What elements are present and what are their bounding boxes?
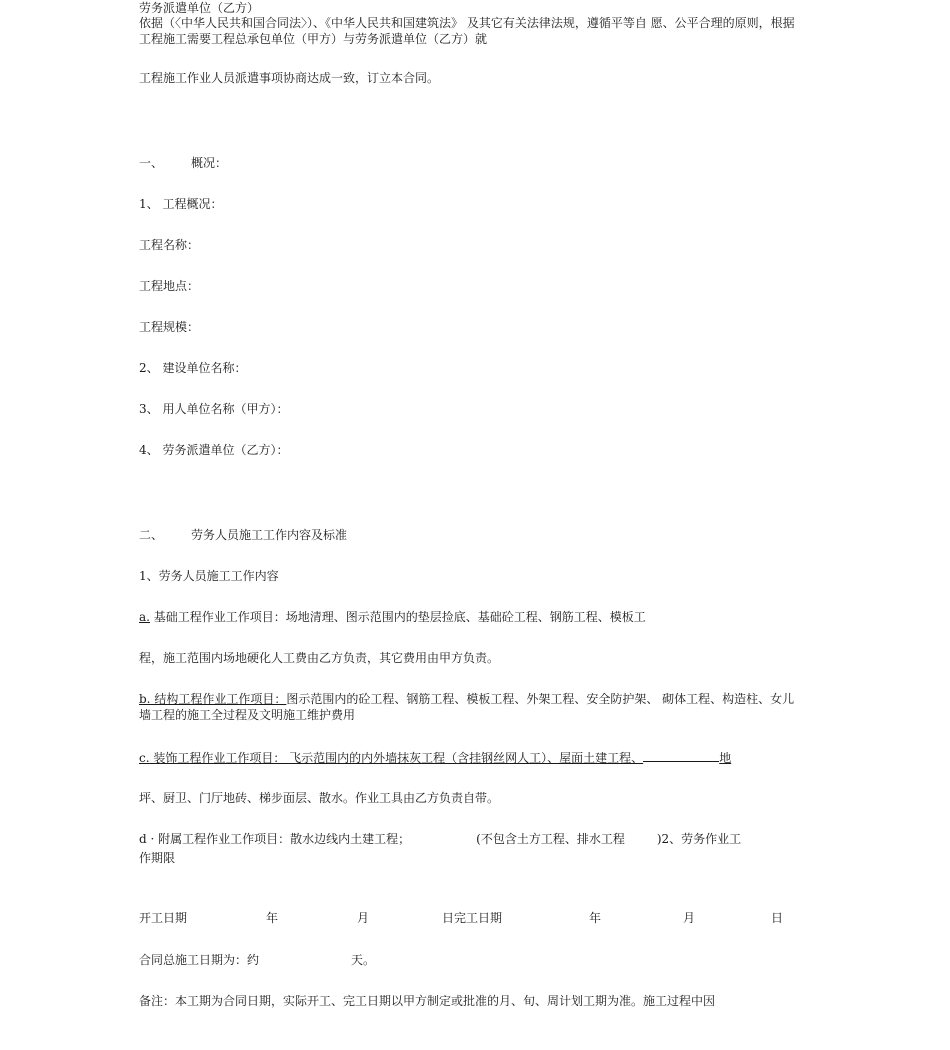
start-year-label: 年 [266, 911, 279, 925]
item-c-blank [643, 749, 719, 762]
project-scale-label: 工程规模： [139, 320, 200, 334]
start-date-label: 开工日期 [139, 911, 188, 925]
start-month-label: 月 [357, 911, 370, 925]
project-name-label: 工程名称： [139, 238, 200, 252]
finish-year-label: 年 [589, 911, 602, 925]
intro-paragraph: 依据（〈中华人民共和国合同法〉）、《中华人民共和国建筑法》 及其它有关法律法规，遵循平等自 愿、公平合理的原则，根据工程施工需要工程总承包单位（甲方）与劳务派遣单位（乙方）就 [139, 16, 795, 46]
intro-continuation: 工程施工作业人员派遣事项协商达成一致，订立本合同。 [139, 71, 440, 85]
finish-month-label: 月 [683, 911, 696, 925]
total-period-label: 合同总施工日期为：约 [139, 953, 260, 967]
item-2-owner-name: 2、 建设单位名称： [139, 361, 247, 375]
item-3-employer-name: 3、 用人单位名称（甲方）： [139, 402, 289, 416]
item-c-label: c. [139, 751, 150, 765]
section-2-number: 二、 [139, 528, 164, 542]
remark-note: 备注：本工期为合同日期，实际开工、完工日期以甲方制定或批准的月、旬、周计划工期为准。施工过程中因 [139, 994, 716, 1008]
finish-date-label: 日完工日期 [442, 911, 503, 925]
item-d-auxiliary-work [139, 831, 741, 847]
header-party-b: 劳务派遣单位（乙方） [139, 1, 260, 15]
section-1-number: 一、 [139, 156, 164, 170]
item-a-foundation-work [139, 609, 646, 625]
item-d-text: d · 附属工程作业工作项目：散水边线内土建工程； [139, 832, 411, 846]
project-location-label: 工程地点： [139, 279, 200, 293]
item-c-decoration-work [139, 749, 731, 766]
item-d-exclusion: (不包含土方工程、排水工程 [476, 832, 625, 846]
subsection-1-work-content: 1、劳务人员施工工作内容 [139, 569, 279, 583]
days-label: 天。 [351, 953, 376, 967]
item-a-label: a. [139, 610, 150, 624]
item-a-continuation: 程，施工范围内场地硬化人工费由乙方负责，其它费用由甲方负责。 [139, 651, 500, 665]
item-d-continuation: 作期限 [139, 851, 176, 865]
finish-day-label: 日 [771, 911, 784, 925]
item-d-period-heading: )2、劳务作业工 [656, 832, 742, 846]
item-c-heading: 装饰工程作业工作项目： 飞示范围内的内外墙抹灰工程（含挂钢丝网人工）、屋面土建工程、 [149, 751, 644, 765]
item-c-end: 地 [719, 751, 732, 765]
section-2-title: 劳务人员施工工作内容及标准 [191, 528, 348, 542]
item-1-project-overview: 1、 工程概况： [139, 197, 223, 211]
item-4-agency-name: 4、 劳务派遣单位（乙方）： [139, 443, 289, 457]
item-b-structure-work [139, 691, 804, 723]
section-1-title: 概况： [191, 156, 228, 170]
section-1-heading [139, 155, 227, 171]
item-b-text: 图示范围内的砼工程、钢筋工程、模板工程、外架工程、安全防护架、 砌体工程、构造柱、女儿墙工程的施工全过程及文明施工维护费用 [139, 692, 795, 722]
item-c-continuation: 坪、厨卫、门厅地砖、梯步面层、散水。作业工具由乙方负责自带。 [139, 791, 500, 805]
item-b-heading: 结构工程作业工作项目： [150, 692, 287, 706]
section-2-heading [139, 527, 347, 543]
item-a-text: 基础工程作业工作项目：场地清理、图示范围内的垫层捡底、基础砼工程、钢筋工程、模板工 [149, 610, 646, 624]
item-b-label: b. [139, 692, 151, 706]
